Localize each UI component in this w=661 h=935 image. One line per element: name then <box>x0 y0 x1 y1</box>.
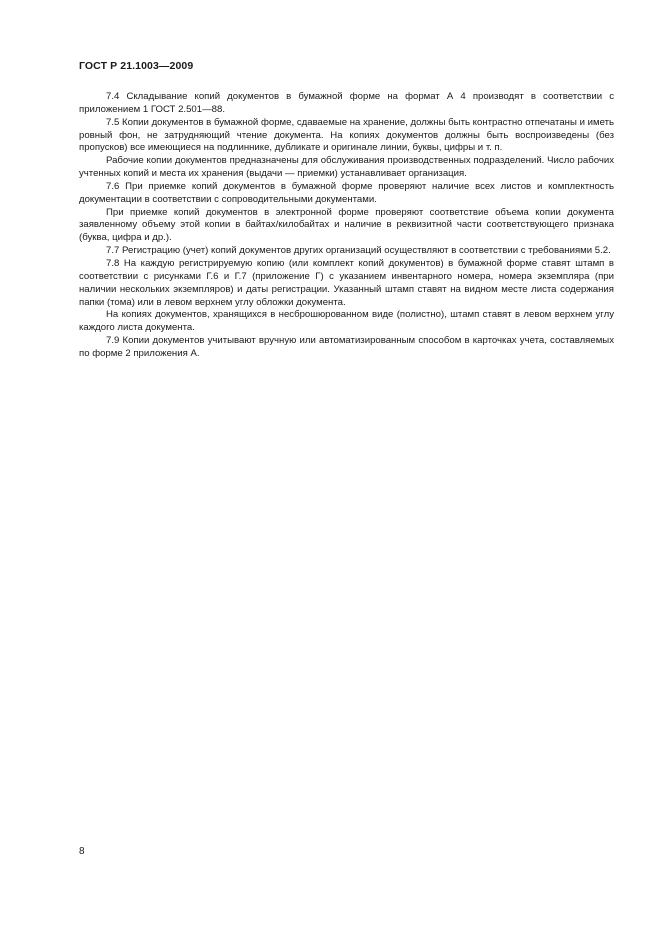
paragraph-7-5: 7.5 Копии документов в бумажной форме, сдаваемые на хранение, должны быть контрастно отпечатаны и иметь ровный фон, не затрудняющий чтение документа. На копиях документов должны быть воспроизведены (без пропусков) все имеющиеся на подлиннике, дубликате и оригинале линии, буквы, цифры и т. п. <box>79 116 614 154</box>
paragraph-7-9: 7.9 Копии документов учитывают вручную или автоматизированным способом в карточках учета, составляемых по форме 2 приложения А. <box>79 335 614 359</box>
paragraph-7-8: 7.8 На каждую регистрируемую копию (или комплект копий документов) в бумажной форме ставят штамп в соответствии с рисунками Г.6 и Г.7 (приложение Г) с указанием инвентарного номера, номера экземпляра (при наличии нескольких экземпляров) и даты регистрации. Указанный штамп ставят на видном месте листа содержания папки (тома) или в левом верхнем углу обложки документа. <box>79 257 614 308</box>
document-body <box>79 91 614 361</box>
paragraph-7-4: 7.4 Складывание копий документов в бумажной форме на формат А 4 производят в соответствии с приложением 1 ГОСТ 2.501—88. <box>79 91 614 115</box>
document-header: ГОСТ Р 21.1003—2009 <box>79 60 194 72</box>
paragraph-electronic-copies: При приемке копий документов в электронной форме проверяют соответствие объема копии документа заявленному объему этой копии в байтах/килобайтах и наличие в реквизитной части соответствующего признака (буква, цифра и др.). <box>79 206 614 244</box>
paragraph-working-copies: Рабочие копии документов предназначены для обслуживания производственных подразделений. Число рабочих учтенных копий и места их хранения (выдачи — приемки) устанавливает организация. <box>79 155 614 180</box>
paragraph-7-6: 7.6 При приемке копий документов в бумажной форме проверяют наличие всех листов и комплектность документации в соответствии с сопроводительными документами. <box>79 180 614 205</box>
page-number: 8 <box>79 846 85 857</box>
paragraph-unbound-copies: На копиях документов, хранящихся в несброшюрованном виде (полистно), штамп ставят в левом верхнем углу каждого листа документа. <box>79 309 614 334</box>
paragraph-7-7: 7.7 Регистрацию (учет) копий документов других организаций осуществляют в соответствии с требованиями 5.2. <box>106 245 611 257</box>
